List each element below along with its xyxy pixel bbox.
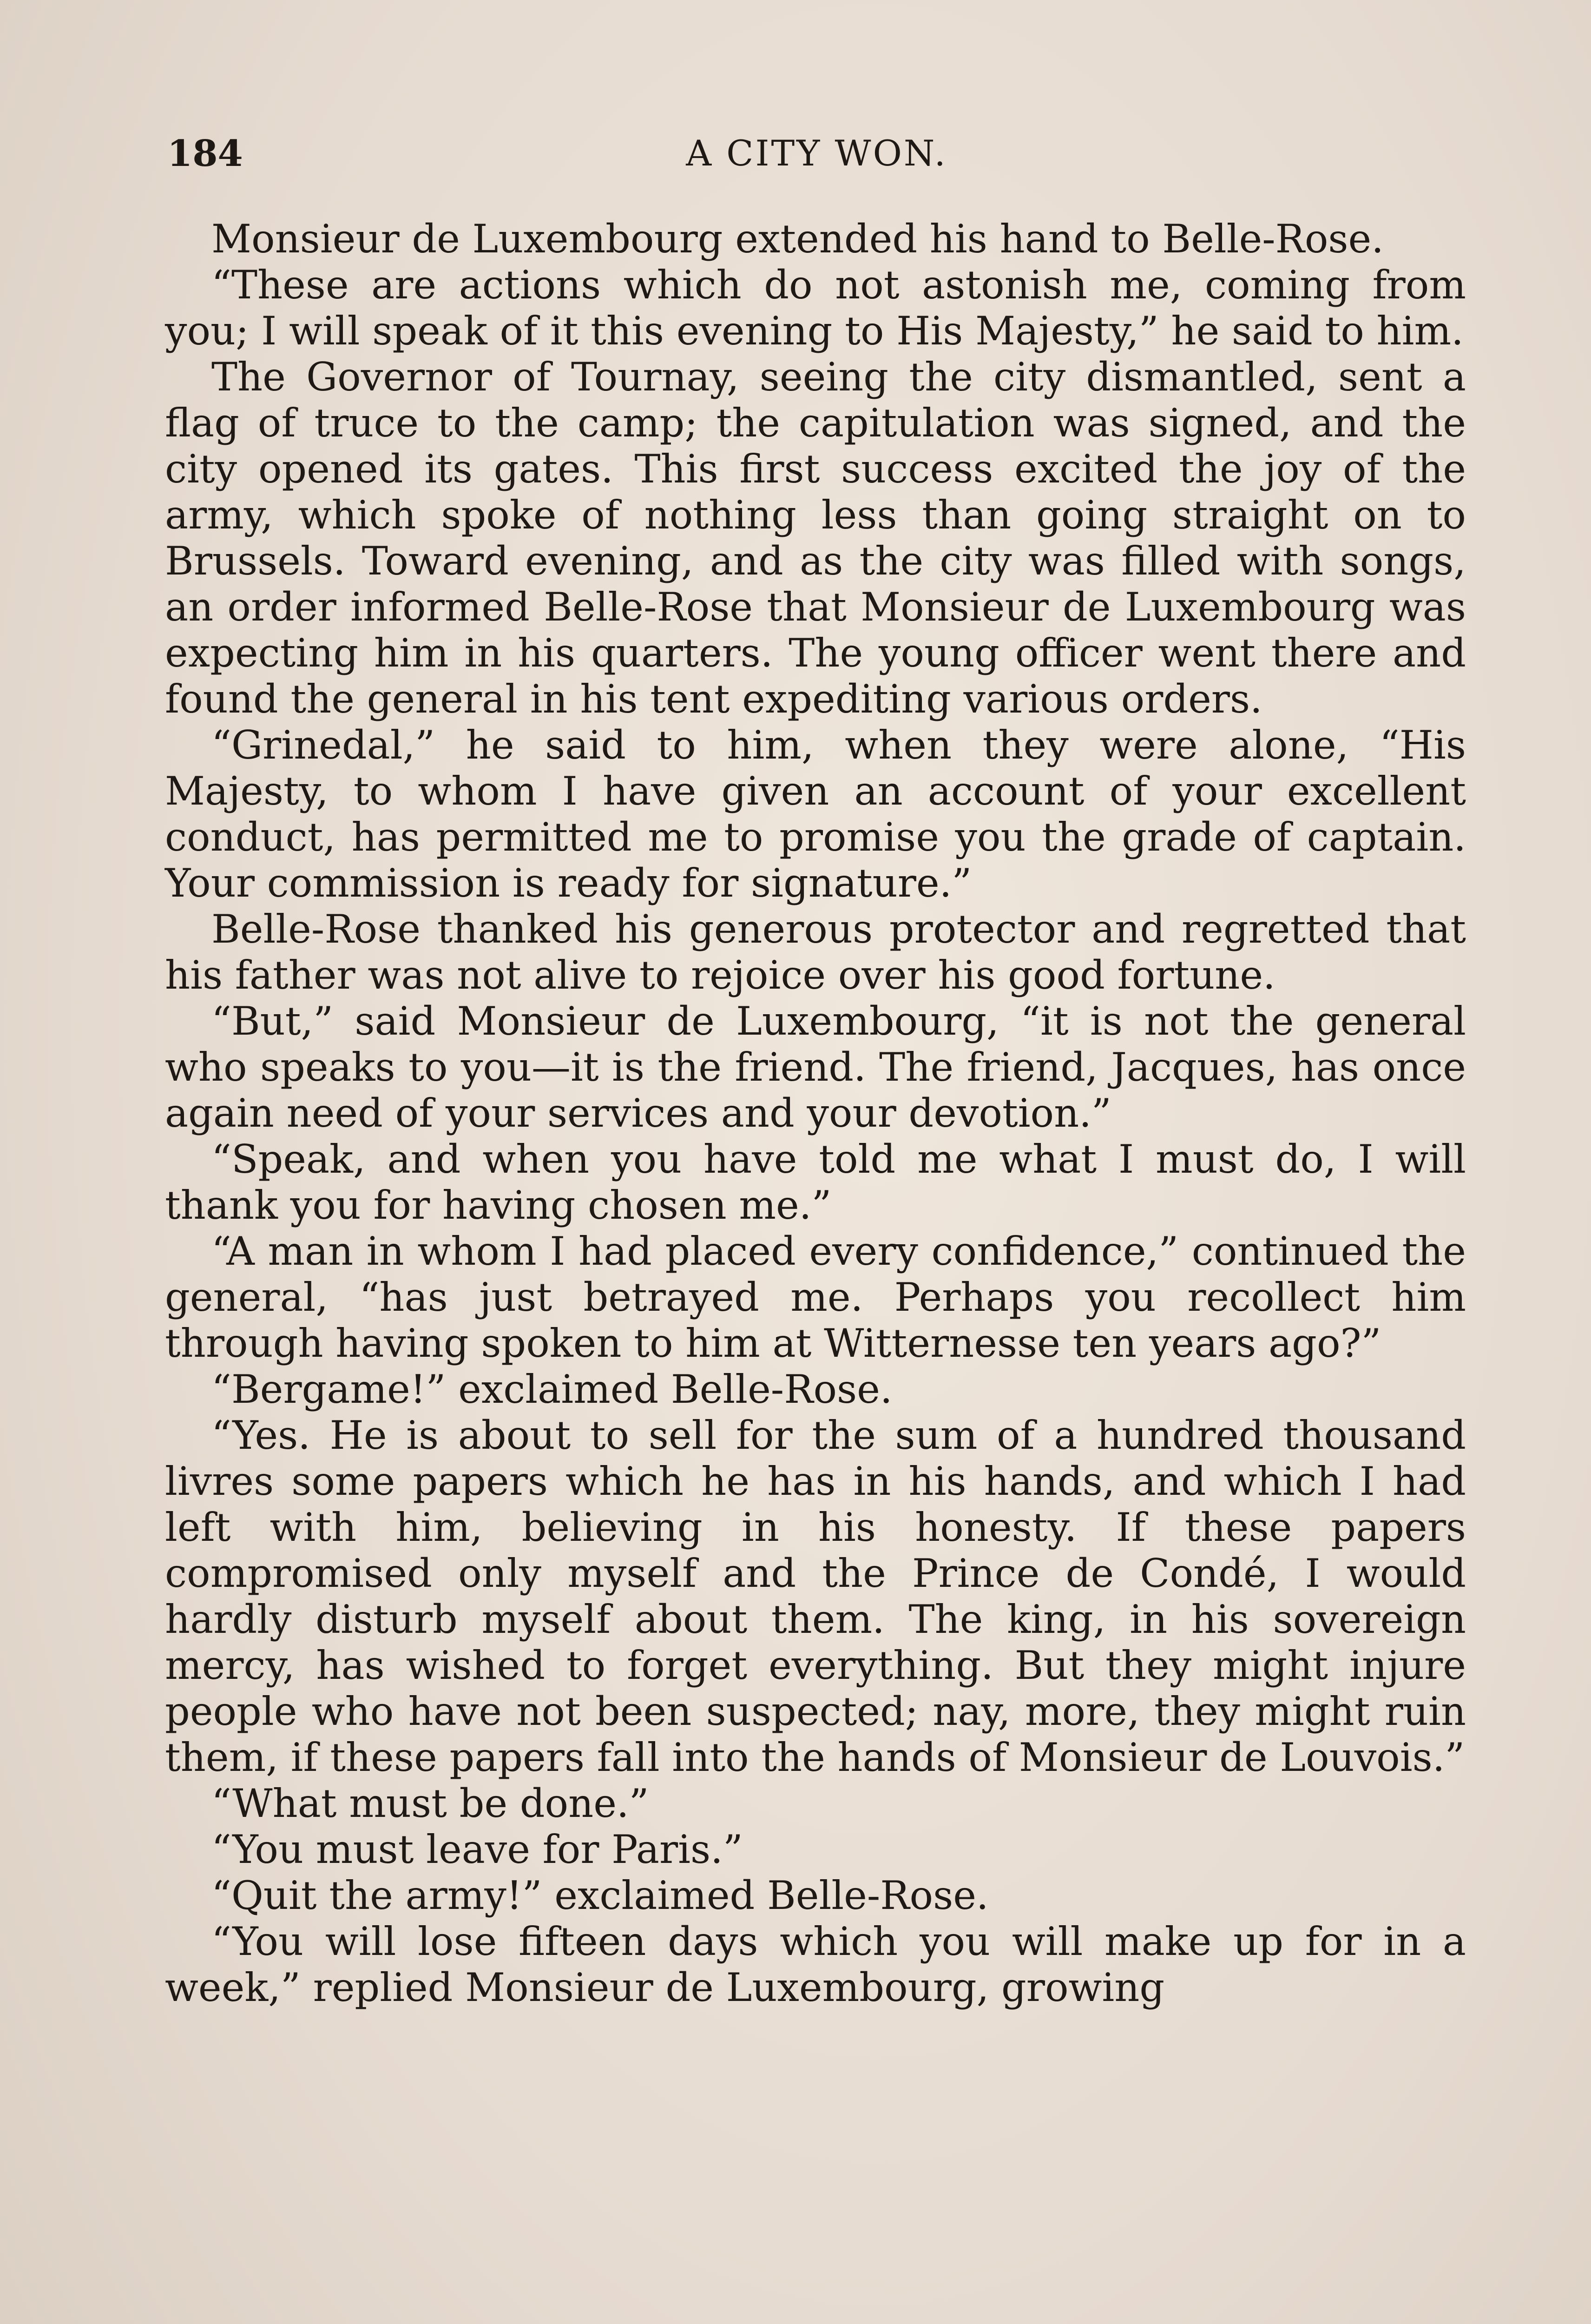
paragraph: “You will lose fifteen days which you will make up for in a week,” replied Monsieur de Luxembourg, growing xyxy=(165,1919,1466,2010)
running-title: A CITY WON. xyxy=(686,132,947,174)
body-text xyxy=(165,216,1466,2011)
paragraph: “Grinedal,” he said to him, when they were alone, “His Majesty, to whom I have given an account of your excellent conduct, has permitted me to promise you the grade of captain. Your commission is ready for signature.” xyxy=(165,722,1466,906)
paragraph: “Yes. He is about to sell for the sum of a hundred thousand livres some papers which he has in his hands, and which I had left with him, believing in his honesty. If these papers compromised only myself and the Prince de Condé, I would hardly disturb myself about them. The king, in his sovereign mercy, has wished to forget everything. But they might injure people who have not been suspected; nay, more, they might ruin them, if these papers fall into the hands of Monsieur de Louvois.” xyxy=(165,1413,1466,1780)
paragraph: Monsieur de Luxembourg extended his hand to Belle-Rose. xyxy=(211,216,1384,262)
paragraph: “But,” said Monsieur de Luxembourg, “it is not the general who speaks to you—it is the friend. The friend, Jacques, has once again need of your services and your devotion.” xyxy=(165,998,1466,1136)
paragraph: “Speak, and when you have told me what I must do, I will thank you for having chosen me.” xyxy=(165,1136,1466,1228)
paragraph: “Bergame!” exclaimed Belle-Rose. xyxy=(211,1367,893,1412)
paragraph: “These are actions which do not astonish me, coming from you; I will speak of it this evening to His Majesty,” he said to him. xyxy=(165,262,1466,354)
page-number: 184 xyxy=(167,132,243,175)
paragraph: The Governor of Tournay, seeing the city dismantled, sent a flag of truce to the camp; the capitulation was signed, and the city opened its gates. This first success excited the joy of the army, which spoke of nothing less than going straight on to Brussels. Toward evening, and as the city was filled with songs, an order informed Belle-Rose that Monsieur de Luxembourg was expecting him in his quarters. The young officer went there and found the general in his tent expediting various orders. xyxy=(165,354,1466,722)
paragraph: “Quit the army!” exclaimed Belle-Rose. xyxy=(211,1873,989,1918)
paragraph: “You must leave for Paris.” xyxy=(211,1827,743,1872)
paragraph: “What must be done.” xyxy=(211,1781,649,1826)
paragraph: “A man in whom I had placed every confidence,” continued the general, “has just betrayed me. Perhaps you recollect him through having spoken to him at Witternesse ten years ago?” xyxy=(165,1228,1466,1366)
page-header xyxy=(167,132,1466,184)
paragraph: Belle-Rose thanked his generous protector and regretted that his father was not alive to rejoice over his good fortune. xyxy=(165,906,1466,998)
